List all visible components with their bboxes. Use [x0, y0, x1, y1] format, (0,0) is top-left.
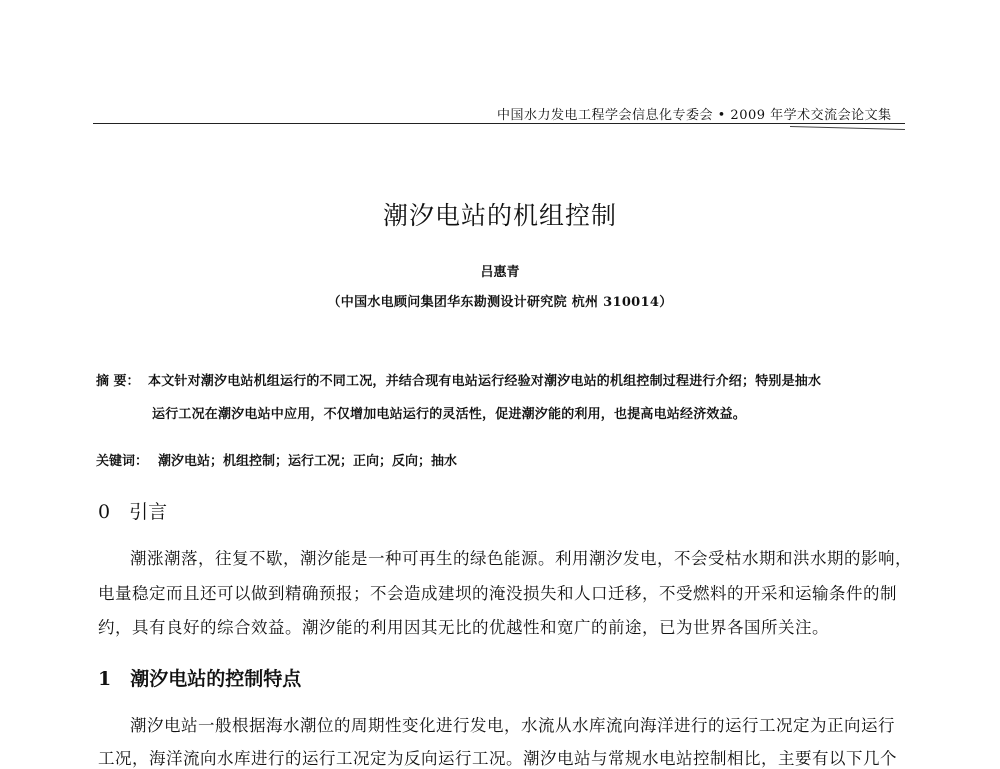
- header-rule: [93, 123, 905, 124]
- paper-title: 潮汐电站的机组控制: [382, 201, 617, 230]
- abstract-line-1: 本文针对潮汐电站机组运行的不同工况，并结合现有电站运行经验对潮汐电站的机组控制过程进行介绍；特别是抽水: [148, 374, 822, 389]
- section-0-heading: 0 引言: [98, 501, 168, 523]
- abstract-label: 摘 要：: [96, 374, 140, 389]
- author-affiliation: （中国水电顾问集团华东勘测设计研究院 杭州 310014）: [327, 295, 673, 310]
- section-0-line-2: 电量稳定而且还可以做到精确预报；不会造成建坝的淹没损失和人口迁移，不受燃料的开采和运输条件的制: [98, 584, 897, 603]
- keywords-label: 关键词：: [96, 454, 149, 469]
- header-rule-curl: [790, 126, 905, 130]
- author-name: 吕惠青: [480, 265, 520, 280]
- keywords-text: 潮汐电站；机组控制；运行工况；正向；反向；抽水: [158, 454, 458, 469]
- section-0-line-1: 潮涨潮落，往复不歇，潮汐能是一种可再生的绿色能源。利用潮汐发电，不会受枯水期和洪水期的影响，: [130, 549, 912, 568]
- section-1-line-1: 潮汐电站一般根据海水潮位的周期性变化进行发电，水流从水库流向海洋进行的运行工况定为正向运行: [130, 716, 895, 735]
- section-1-heading: 1 潮汐电站的控制特点: [98, 668, 302, 690]
- abstract-line-2: 运行工况在潮汐电站中应用，不仅增加电站运行的灵活性，促进潮汐能的利用，也提高电站经济效益。: [152, 407, 747, 422]
- section-0-line-3: 约，具有良好的综合效益。潮汐能的利用因其无比的优越性和宽广的前途，已为世界各国所关注。: [98, 618, 829, 637]
- section-1-line-2: 工况，海洋流向水库进行的运行工况定为反向运行工况。潮汐电站与常规水电站控制相比，主要有以下几个: [98, 749, 897, 768]
- running-header: 中国水力发电工程学会信息化专委会 • 2009 年学术交流会论文集: [497, 108, 892, 123]
